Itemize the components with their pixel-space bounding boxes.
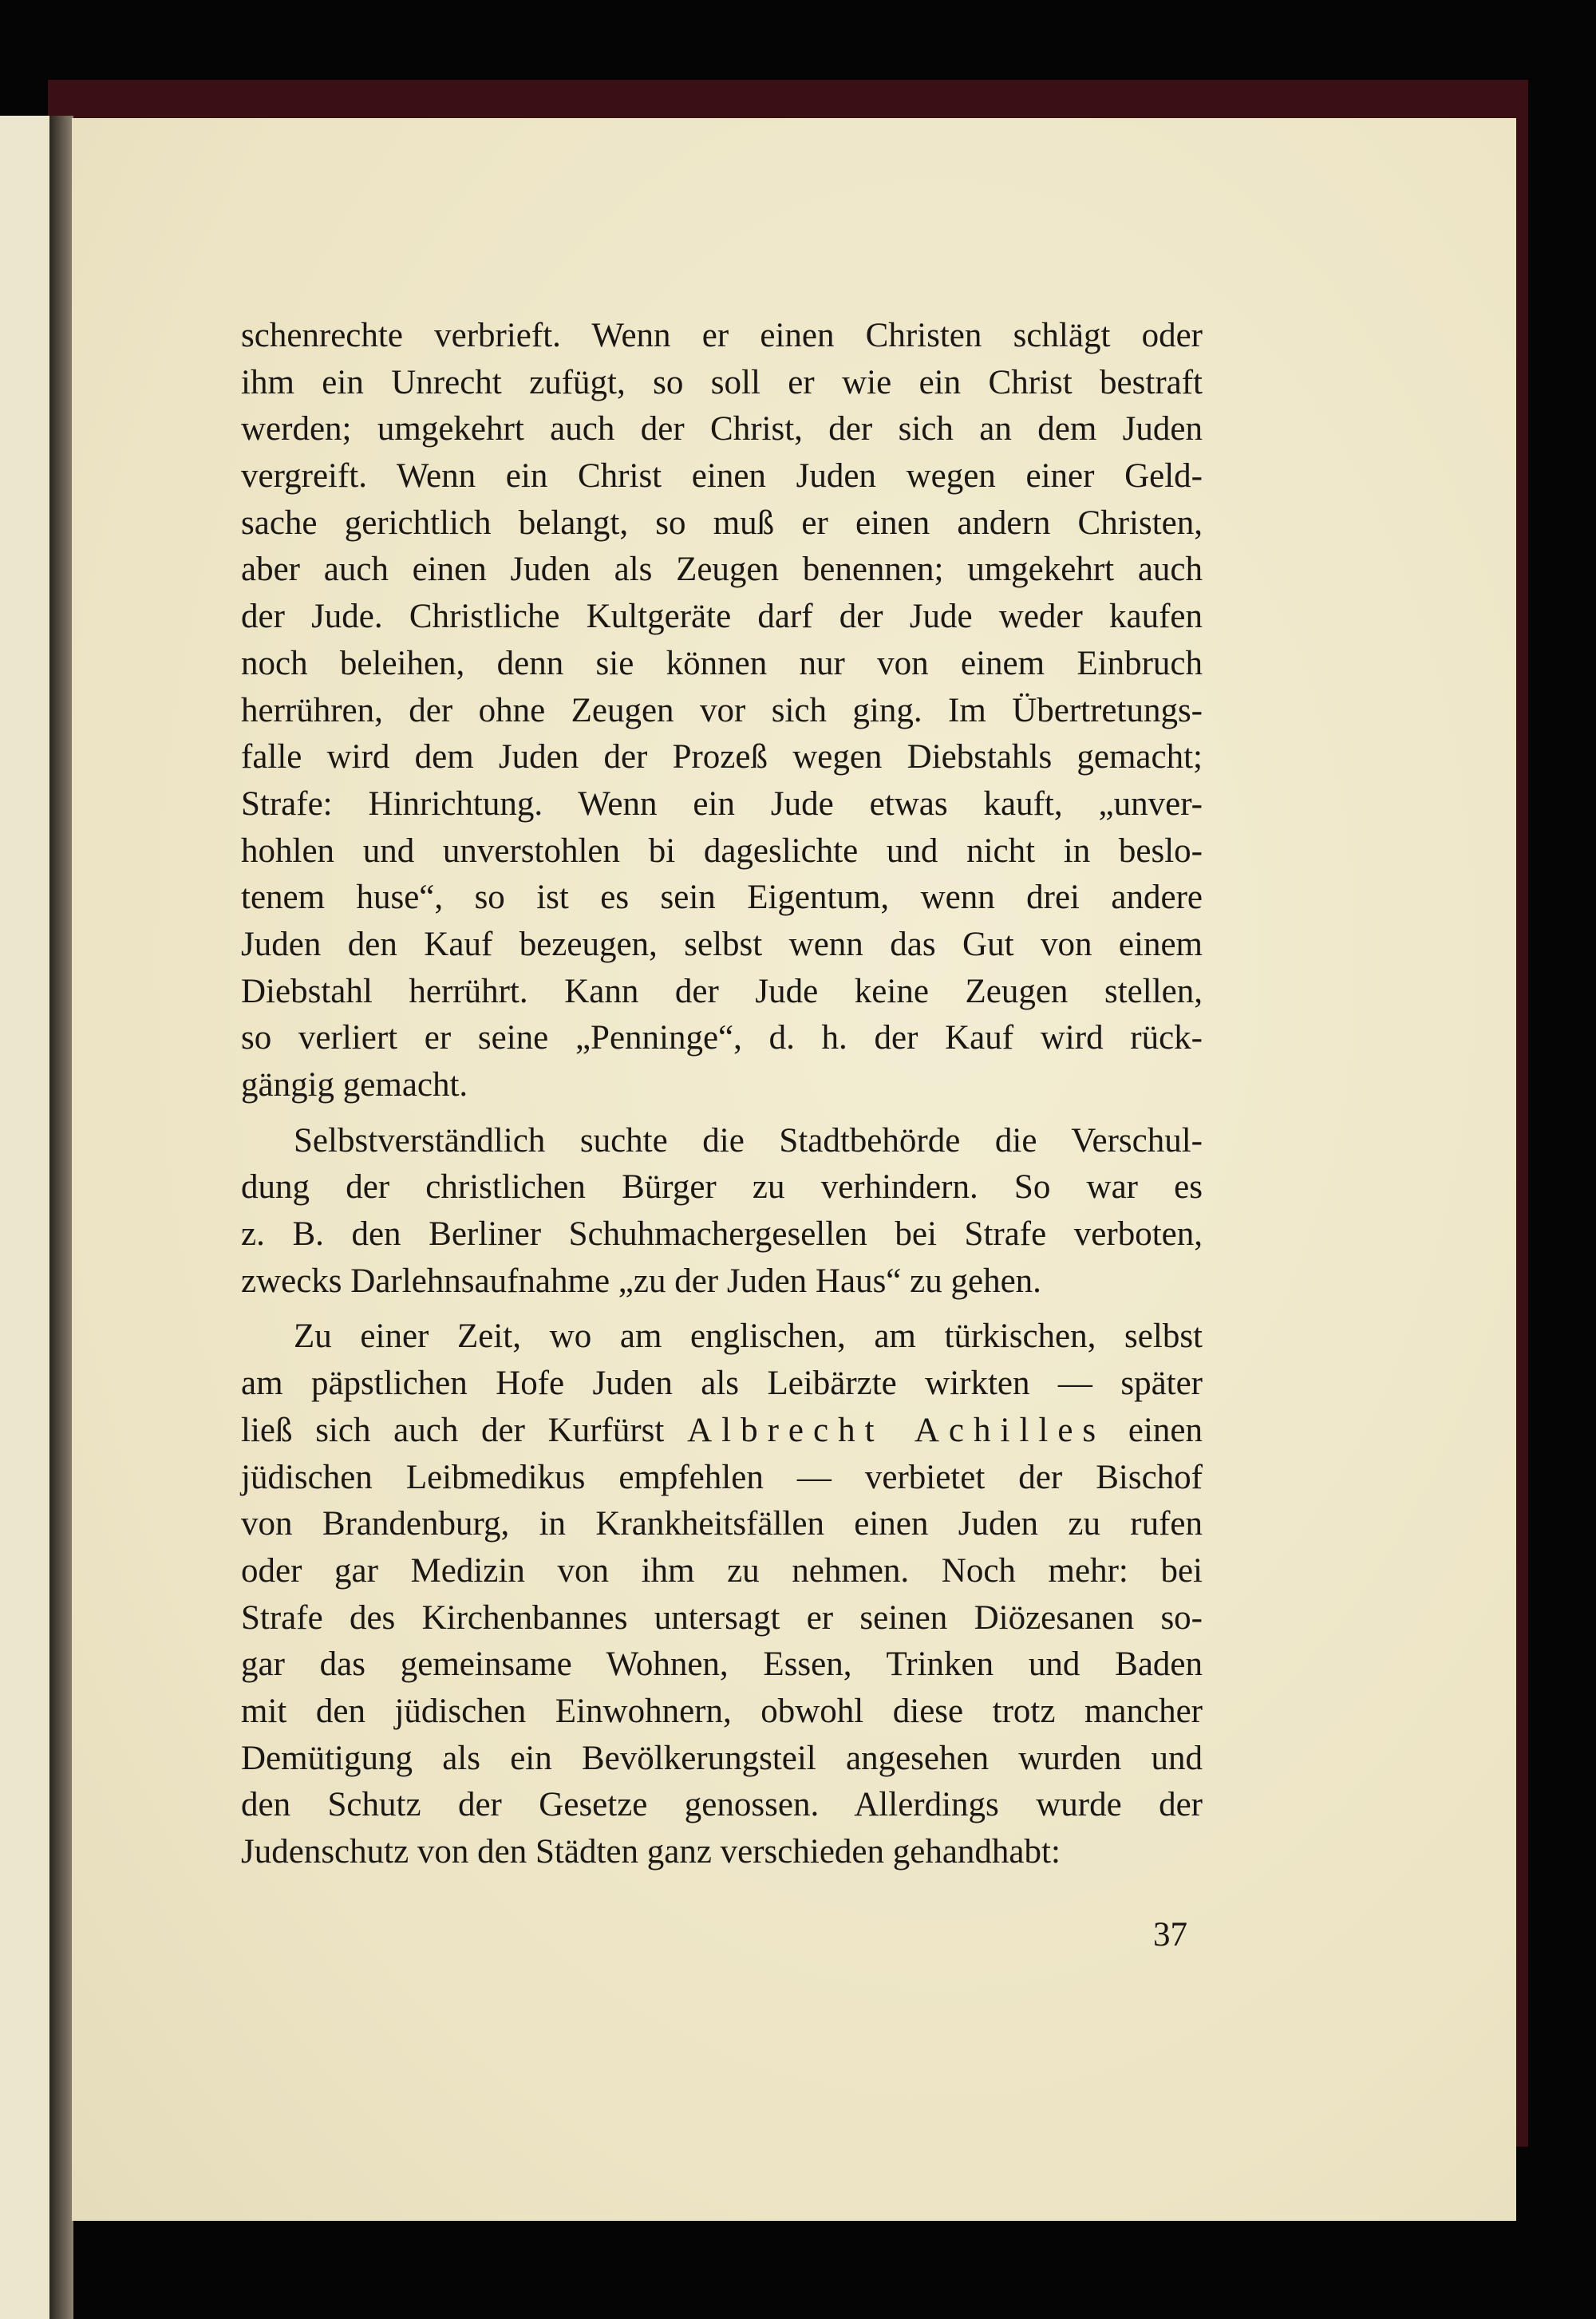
- text-line: aber auch einen Juden als Zeugen benennen; umgekehrt auch: [241, 551, 1203, 589]
- text-line: sache gerichtlich belangt, so muß er einen andern Christen,: [241, 504, 1203, 542]
- text-line: jüdischen Leibmedikus empfehlen — verbietet der Bischof: [241, 1458, 1203, 1496]
- text-line: Strafe des Kirchenbannes untersagt er seinen Diözesanen so-: [241, 1598, 1203, 1637]
- text-line: herrühren, der ohne Zeugen vor sich ging. Im Übertretungs-: [241, 691, 1203, 729]
- text-line: Strafe: Hinrichtung. Wenn ein Jude etwas kauft, „unver-: [241, 784, 1203, 823]
- text-line: noch beleihen, denn sie können nur von einem Einbruch: [241, 644, 1203, 682]
- text-line: gängig gemacht.: [241, 1066, 468, 1104]
- text-line: Zu einer Zeit, wo am englischen, am türkischen, selbst: [294, 1318, 1203, 1356]
- text-line: dung der christlichen Bürger zu verhindern. So war es: [241, 1168, 1203, 1207]
- letterspaced-name: Albrecht Achilles: [687, 1411, 1106, 1449]
- paragraph: [241, 1314, 1203, 1875]
- text-line: tenem huse“, so ist es sein Eigentum, wenn drei andere: [241, 879, 1203, 917]
- text-line: von Brandenburg, in Krankheitsfällen einen Juden zu rufen: [241, 1505, 1203, 1543]
- book-gutter: [49, 116, 73, 2319]
- text-line: werden; umgekehrt auch der Christ, der sich an dem Juden: [241, 410, 1203, 448]
- paragraph: [241, 313, 1203, 1109]
- text-line: z. B. den Berliner Schuhmachergesellen bei Strafe verboten,: [241, 1215, 1203, 1254]
- text-line: so verliert er seine „Penninge“, d. h. der Kauf wird rück-: [241, 1019, 1203, 1057]
- text-line: mit den jüdischen Einwohnern, obwohl diese trotz mancher: [241, 1692, 1203, 1730]
- previous-page-edge: [0, 116, 49, 2319]
- text-line: [241, 1408, 1203, 1455]
- text-segment: einen: [1128, 1411, 1203, 1449]
- text-line: Selbstverständlich suchte die Stadtbehörde die Verschul-: [294, 1121, 1203, 1160]
- text-line: den Schutz der Gesetze genossen. Allerdings wurde der: [241, 1786, 1203, 1824]
- text-line: falle wird dem Juden der Prozeß wegen Diebstahls gemacht;: [241, 738, 1203, 776]
- page-number: 37: [1153, 1916, 1187, 1954]
- text-line: schenrechte verbrieft. Wenn er einen Christen schlägt oder: [241, 317, 1203, 354]
- text-line: Diebstahl herrührt. Kann der Jude keine Zeugen stellen,: [241, 972, 1203, 1010]
- paragraph: [241, 1118, 1203, 1306]
- body-text: [241, 313, 1203, 1885]
- text-line: zwecks Darlehnsaufnahme „zu der Juden Haus“ zu gehen.: [241, 1262, 1041, 1300]
- text-line: Judenschutz von den Städten ganz verschieden gehandhabt:: [241, 1833, 1061, 1871]
- text-line: oder gar Medizin von ihm zu nehmen. Noch mehr: bei: [241, 1551, 1203, 1590]
- text-line: ihm ein Unrecht zufügt, so soll er wie ein Christ bestraft: [241, 363, 1203, 401]
- text-line: hohlen und unverstohlen bi dageslichte und nicht in beslo-: [241, 832, 1203, 870]
- text-line: Juden den Kauf bezeugen, selbst wenn das Gut von einem: [241, 925, 1203, 963]
- text-line: Demütigung als ein Bevölkerungsteil angesehen wurden und: [241, 1739, 1203, 1777]
- text-line: der Jude. Christliche Kultgeräte darf der Jude weder kaufen: [241, 598, 1203, 636]
- text-line: vergreift. Wenn ein Christ einen Juden wegen einer Geld-: [241, 457, 1203, 496]
- text-segment: ließ sich auch der Kurfürst: [241, 1411, 665, 1449]
- text-line: am päpstlichen Hofe Juden als Leibärzte wirkten — später: [241, 1365, 1203, 1403]
- text-line: gar das gemeinsame Wohnen, Essen, Trinken und Baden: [241, 1645, 1203, 1684]
